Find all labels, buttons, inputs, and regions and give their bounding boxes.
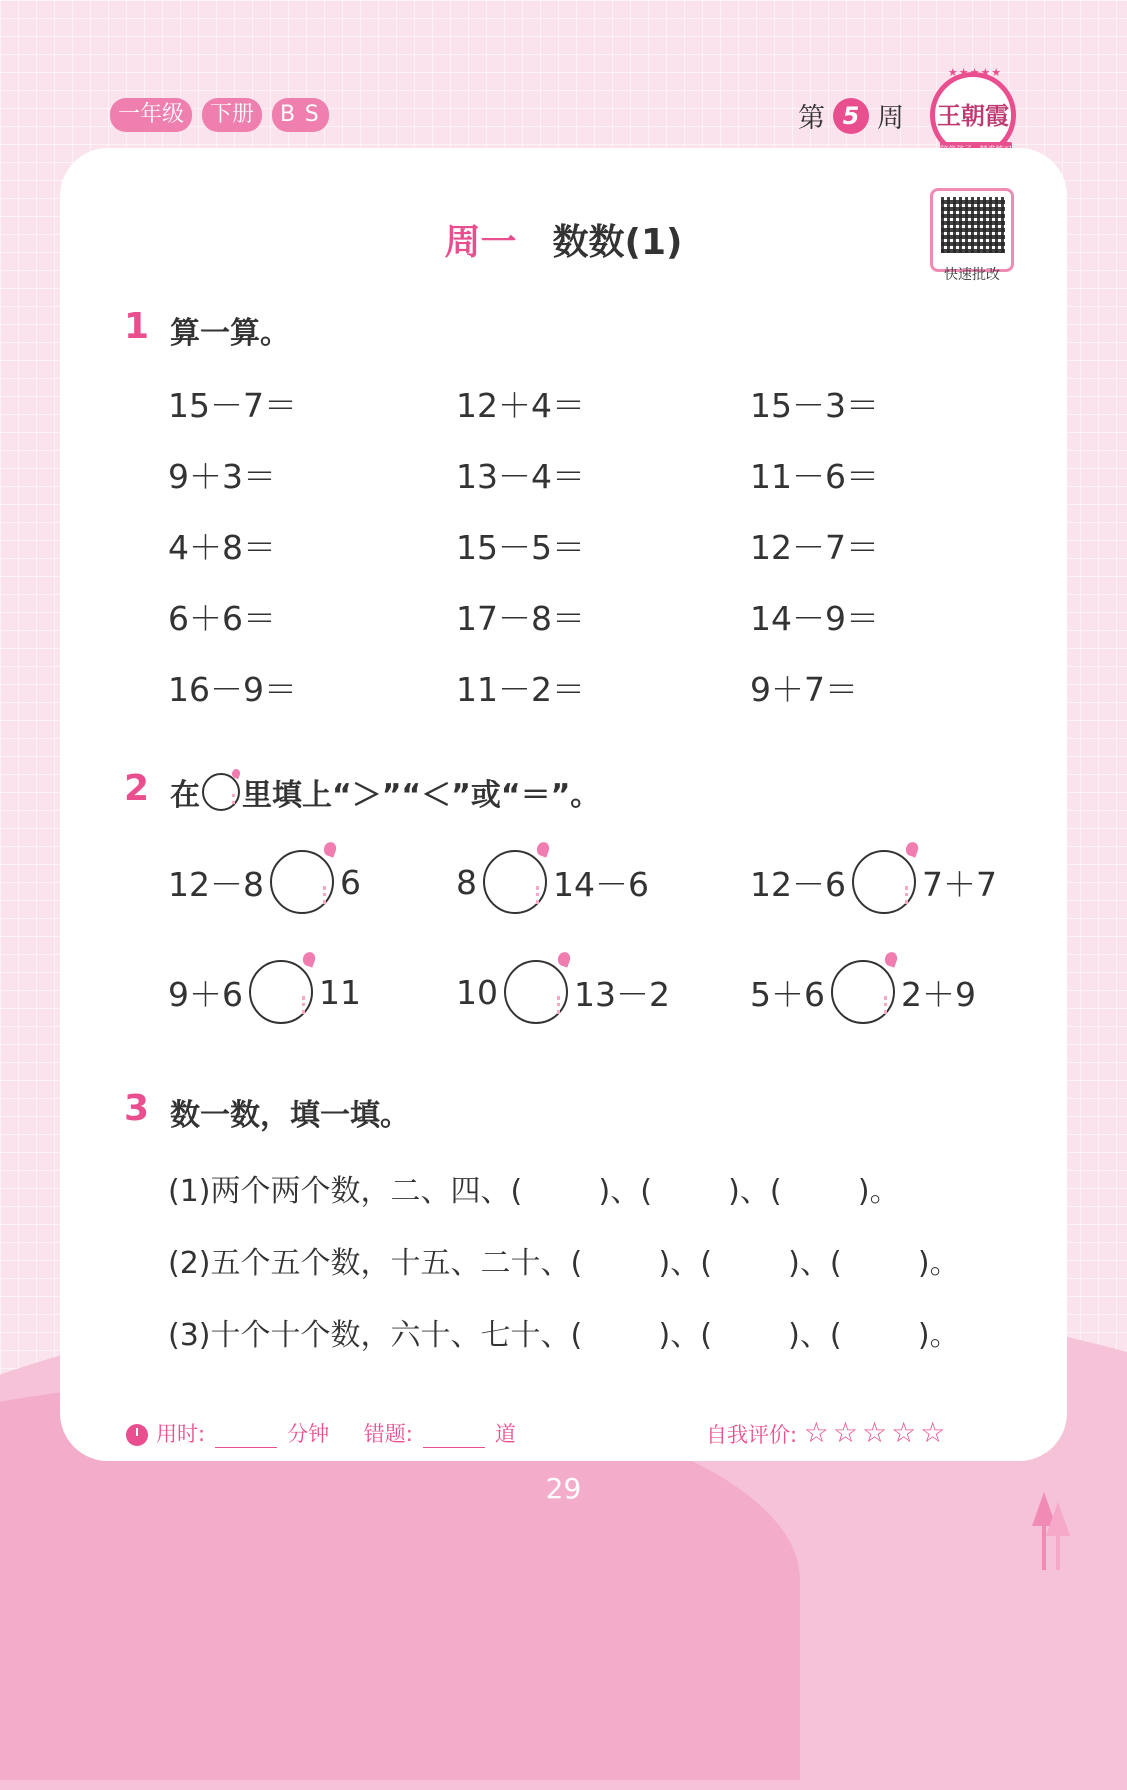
calc-item: 16－9＝ — [168, 670, 297, 709]
comparison-right: 6 — [340, 862, 361, 902]
section-1-number: 1 — [124, 306, 150, 347]
brand-logo-name: 王朝霞 — [937, 101, 1009, 130]
comparison-answer-circle[interactable] — [270, 850, 334, 914]
circle-icon — [202, 773, 240, 811]
calc-item: 11－6＝ — [750, 457, 879, 496]
calc-item: 12－7＝ — [750, 528, 879, 567]
comparison-right: 2＋9 — [901, 974, 976, 1014]
star-decoration-icon: ★★★★★ — [947, 66, 1003, 79]
comparison-answer-circle[interactable] — [249, 960, 313, 1024]
comparison-left: 10 — [456, 972, 498, 1012]
comparison-item — [168, 960, 361, 1024]
calc-item: 9＋7＝ — [750, 670, 858, 709]
qr-code-icon[interactable] — [930, 188, 1014, 272]
comparison-item — [456, 850, 649, 914]
comparison-item — [168, 850, 361, 914]
title-day: 周一 — [444, 222, 517, 263]
comparison-answer-circle[interactable] — [504, 960, 568, 1024]
calc-item: 13－4＝ — [456, 457, 585, 496]
calc-item: 12＋4＝ — [456, 386, 585, 425]
calc-item: 11－2＝ — [456, 670, 585, 709]
comparison-left: 5＋6 — [750, 974, 825, 1014]
qr-code-pattern — [941, 197, 1005, 253]
week-prefix: 第 — [798, 103, 825, 134]
errors-unit: 道 — [494, 1422, 516, 1446]
comparison-answer-circle[interactable] — [831, 960, 895, 1024]
qr-code-label: 快速批改 — [944, 267, 1000, 283]
comparison-right: 11 — [319, 972, 361, 1012]
errors-label: 错题: — [363, 1422, 413, 1446]
comparison-left: 12－6 — [750, 864, 846, 904]
clock-icon — [126, 1424, 148, 1446]
comparison-item — [456, 960, 670, 1024]
calc-item: 14－9＝ — [750, 599, 879, 638]
calc-item: 15－3＝ — [750, 386, 879, 425]
comparison-item — [750, 850, 997, 914]
errors-blank[interactable] — [423, 1425, 485, 1448]
calc-item: 15－7＝ — [168, 386, 297, 425]
grade-tags — [110, 98, 329, 132]
section-2-title — [170, 770, 600, 814]
comparison-left: 9＋6 — [168, 974, 243, 1014]
page-number: 29 — [545, 1472, 582, 1505]
week-suffix: 周 — [877, 103, 904, 134]
comparison-right: 7＋7 — [922, 864, 997, 904]
comparison-answer-circle[interactable] — [852, 850, 916, 914]
self-eval-label: 自我评价: — [706, 1423, 798, 1447]
calc-item: 17－8＝ — [456, 599, 585, 638]
fill-in-line[interactable]: (3)十个十个数，六十、七十、( )、( )、( )。 — [168, 1318, 960, 1353]
calc-item: 9＋3＝ — [168, 457, 276, 496]
comparison-left: 8 — [456, 862, 477, 902]
section-2-title-start: 在 — [170, 778, 200, 813]
section-2-number: 2 — [124, 768, 150, 809]
comparison-item — [750, 960, 976, 1024]
calculation-grid — [168, 380, 950, 735]
comparison-answer-circle[interactable] — [483, 850, 547, 914]
time-label: 用时: — [156, 1422, 206, 1446]
edition-tag: BS — [272, 98, 329, 132]
self-evaluation — [706, 1416, 949, 1449]
fill-in-line[interactable]: (2)五个五个数，十五、二十、( )、( )、( )。 — [168, 1246, 960, 1281]
comparison-right: 14－6 — [553, 864, 649, 904]
comparison-left: 12－8 — [168, 864, 264, 904]
section-2-title-end: 里填上“＞”“＜”或“＝”。 — [242, 778, 601, 813]
rating-stars-icon[interactable]: ☆☆☆☆☆ — [803, 1416, 950, 1449]
section-3-title: 数一数，填一填。 — [170, 1098, 410, 1133]
week-indicator — [798, 96, 904, 135]
title-topic: 数数(1) — [552, 222, 683, 263]
grade-tag: 一年级 — [110, 98, 192, 132]
calc-item: 6＋6＝ — [168, 599, 276, 638]
volume-tag: 下册 — [202, 98, 262, 132]
arrow-up-icon — [1032, 1492, 1072, 1570]
time-blank[interactable] — [215, 1425, 277, 1448]
calc-item: 4＋8＝ — [168, 528, 276, 567]
comparison-right: 13－2 — [574, 974, 670, 1014]
week-number-badge: 5 — [833, 98, 869, 134]
section-1-title: 算一算。 — [170, 316, 290, 351]
fill-in-line[interactable]: (1)两个两个数，二、四、( )、( )、( )。 — [168, 1174, 900, 1209]
time-tracker — [126, 1418, 516, 1448]
section-3-number: 3 — [124, 1088, 150, 1129]
time-unit: 分钟 — [287, 1422, 330, 1446]
calc-item: 15－5＝ — [456, 528, 585, 567]
